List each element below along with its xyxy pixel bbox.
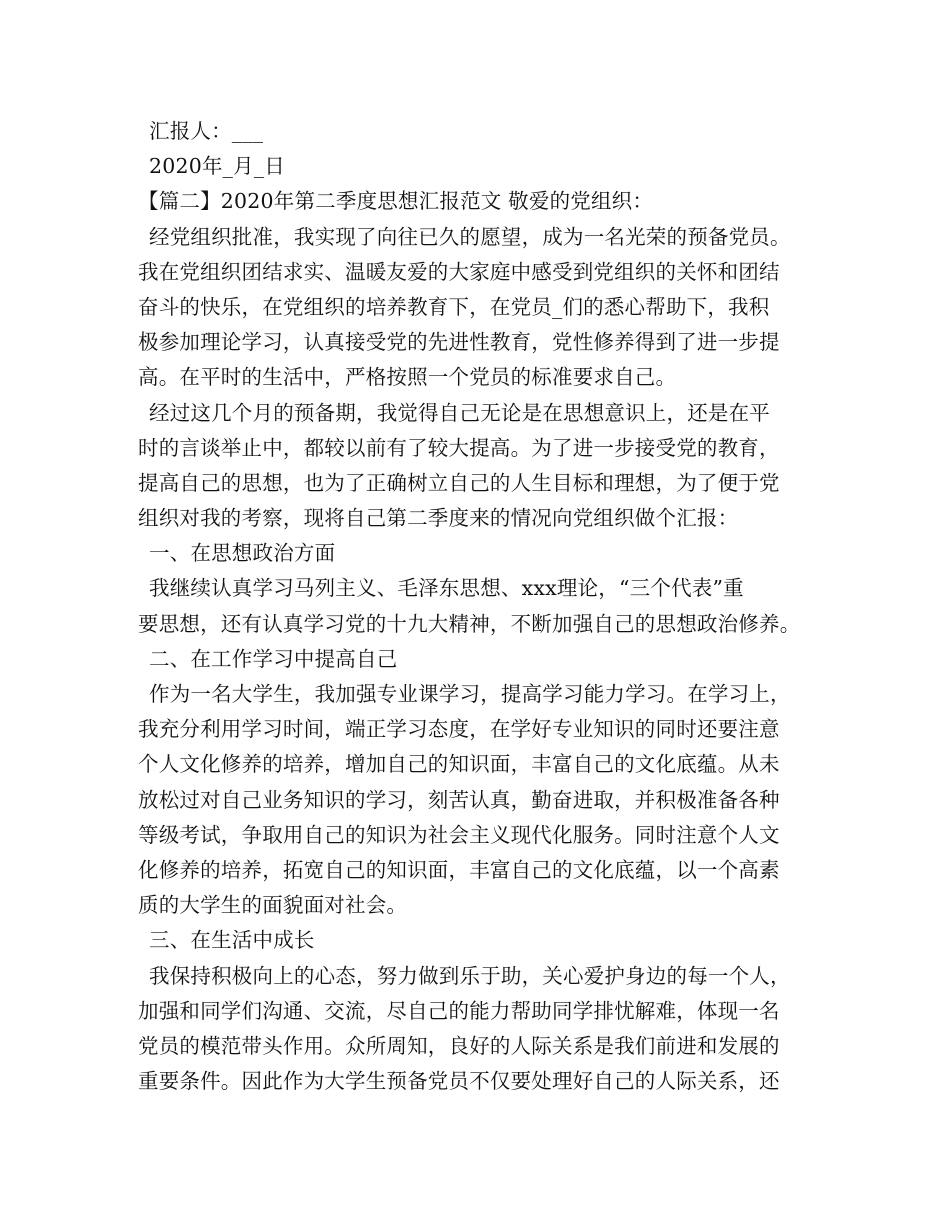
text-line: 我在党组织团结求实、温暖友爱的大家庭中感受到党组织的关怀和团结: [138, 259, 780, 284]
text-line: 放松过对自己业务知识的学习，刻苦认真，勤奋进取，并积极准备各种: [138, 787, 780, 812]
text-line: 党员的模范带头作用。众所周知，良好的人际关系是我们前进和发展的: [138, 1033, 780, 1058]
text-line: 极参加理论学习，认真接受党的先进性教育，党性修养得到了进一步提: [138, 330, 780, 355]
text-line: 我继续认真学习马列主义、毛泽东思想、xxx理论，“三个代表”重: [149, 576, 744, 601]
text-line: 化修养的培养，拓宽自己的知识面，丰富自己的文化底蕴，以一个高素: [138, 857, 780, 882]
text-line: 加强和同学们沟通、交流，尽自己的能力帮助同学排忧解难，体现一名: [138, 998, 780, 1023]
text-line-date: 2020年_月_日: [149, 154, 285, 179]
section-heading-part-two: 【篇二】2020年第二季度思想汇报范文 敬爱的党组织：: [138, 189, 654, 214]
text-line: 等级考试，争取用自己的知识为社会主义现代化服务。同时注意个人文: [138, 822, 780, 847]
text-line: 要思想，还有认真学习党的十九大精神，不断加强自己的思想政治修养。: [138, 611, 801, 636]
subheading-life-growth: 三、在生活中成长: [149, 928, 315, 953]
text-line: 时的言谈举止中，都较以前有了较大提高。为了进一步接受党的教育，: [138, 435, 780, 460]
text-line: 作为一名大学生，我加强专业课学习，提高学习能力学习。在学习上，: [149, 682, 791, 706]
document-body: [138, 114, 818, 1099]
subheading-political-thought: 一、在思想政治方面: [149, 541, 336, 566]
text-line: 高。在平时的生活中，严格按照一个党员的标准要求自己。: [138, 365, 677, 390]
text-line: 质的大学生的面貌面对社会。: [138, 893, 408, 918]
text-line: 经党组织批准，我实现了向往已久的愿望，成为一名光荣的预备党员。: [149, 224, 791, 249]
text-line: 组织对我的考察，现将自己第二季度来的情况向党组织做个汇报：: [138, 506, 739, 531]
text-line: 提高自己的思想，也为了正确树立自己的人生目标和理想，为了便于党: [138, 470, 780, 495]
subheading-work-study: 二、在工作学习中提高自己: [149, 646, 398, 671]
text-line: 奋斗的快乐，在党组织的培养教育下，在党员_们的悉心帮助下，我积: [138, 294, 770, 319]
text-line-reporter: 汇报人：___: [149, 119, 264, 143]
text-line: 我充分利用学习时间，端正学习态度，在学好专业知识的同时还要注意: [138, 717, 780, 742]
text-line: 个人文化修养的培养，增加自己的知识面，丰富自己的文化底蕴。从未: [138, 752, 780, 777]
text-line: 我保持积极向上的心态，努力做到乐于助，关心爱护身边的每一个人，: [149, 963, 791, 988]
text-line: 经过这几个月的预备期，我觉得自己无论是在思想意识上，还是在平: [149, 400, 770, 425]
text-line: 重要条件。因此作为大学生预备党员不仅要处理好自己的人际关系，还: [138, 1069, 780, 1094]
